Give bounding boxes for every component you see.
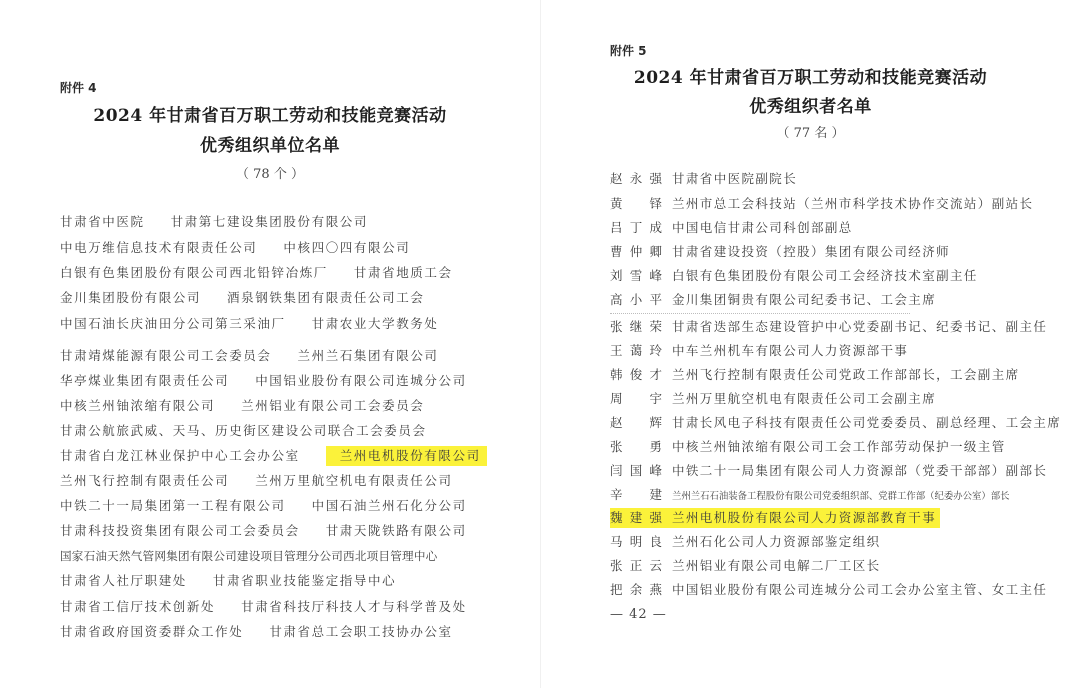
org-list-row bbox=[60, 446, 487, 466]
org-list-row bbox=[60, 521, 467, 541]
org-name: 中铁二十一局集团第一工程有限公司 bbox=[60, 498, 286, 513]
document-title-line2: 优秀组织单位名单 bbox=[200, 136, 340, 156]
person-name: 张继荣 bbox=[610, 319, 662, 334]
org-name: 中国石油长庆油田分公司第三采油厂 bbox=[60, 316, 286, 331]
org-list-row bbox=[60, 622, 453, 642]
person-row bbox=[610, 461, 1047, 481]
org-list-row bbox=[60, 212, 368, 232]
org-list-row bbox=[60, 371, 467, 391]
person-role: 兰州电机股份有限公司人力资源部教育干事 bbox=[672, 510, 937, 525]
org-list-row bbox=[60, 396, 424, 416]
org-list-row bbox=[60, 597, 467, 617]
org-name: 兰州飞行控制有限责任公司 bbox=[60, 473, 230, 488]
person-role: 中铁二十一局集团有限公司人力资源部（党委干部部）副部长 bbox=[672, 463, 1048, 478]
person-name: 吕丁成 bbox=[610, 220, 662, 235]
person-row bbox=[610, 580, 1047, 600]
person-role: 金川集团铜贵有限公司纪委书记、工会主席 bbox=[672, 292, 937, 307]
org-name: 甘肃靖煤能源有限公司工会委员会 bbox=[60, 348, 272, 363]
person-row bbox=[610, 389, 936, 409]
org-list-row bbox=[60, 496, 467, 516]
person-row bbox=[610, 532, 881, 552]
person-row bbox=[610, 242, 950, 262]
document-title-line2: 优秀组织者名单 bbox=[749, 97, 872, 117]
person-name: 王蔼玲 bbox=[610, 343, 662, 358]
org-name: 金川集团股份有限公司 bbox=[60, 290, 202, 305]
person-role: 兰州市总工会科技站（兰州市科学技术协作交流站）副站长 bbox=[672, 196, 1034, 211]
org-name: 中国铝业股份有限公司连城分公司 bbox=[255, 373, 467, 388]
org-name: 中电万维信息技术有限责任公司 bbox=[60, 240, 258, 255]
org-list-row bbox=[60, 346, 439, 366]
document-title-line1: 2024 年甘肃省百万职工劳动和技能竞赛活动 bbox=[633, 68, 988, 88]
person-role: 兰州石化公司人力资源部鉴定组织 bbox=[672, 534, 881, 549]
org-name: 酒泉钢铁集团有限责任公司工会 bbox=[227, 290, 425, 305]
person-role: 甘肃省中医院副院长 bbox=[672, 171, 798, 186]
highlighted-org-name: 兰州电机股份有限公司 bbox=[326, 446, 487, 466]
org-list-row bbox=[60, 546, 437, 566]
attachment-label: 附件 4 bbox=[60, 81, 97, 95]
person-role: 甘肃长风电子科技有限责任公司党委委员、副总经理、工会主席 bbox=[672, 415, 1062, 430]
org-name: 甘肃省政府国资委群众工作处 bbox=[60, 624, 244, 639]
org-name: 甘肃省职业技能鉴定指导中心 bbox=[212, 573, 397, 588]
org-name: 甘肃科技投资集团有限公司工会委员会 bbox=[60, 523, 300, 538]
person-role: 白银有色集团股份有限公司工会经济技术室副主任 bbox=[672, 268, 978, 283]
person-name: 曹仲卿 bbox=[610, 244, 662, 259]
org-name: 兰州兰石集团有限公司 bbox=[297, 348, 439, 363]
person-role: 兰州万里航空机电有限责任公司工会副主席 bbox=[672, 391, 937, 406]
org-name: 华亭煤业集团有限责任公司 bbox=[60, 373, 230, 388]
person-row bbox=[610, 365, 1020, 385]
unit-count: （ 78 个 ） bbox=[236, 167, 304, 182]
org-name: 甘肃省总工会职工技协办公室 bbox=[269, 624, 453, 639]
org-list-row bbox=[60, 238, 410, 258]
person-name: 赵永强 bbox=[610, 171, 662, 186]
person-row bbox=[610, 194, 1033, 214]
org-name: 甘肃省工信厅技术创新处 bbox=[60, 599, 216, 614]
org-name: 甘肃公航旅武威、天马、历史街区建设公司联合工会委员会 bbox=[60, 423, 427, 438]
person-role: 兰州飞行控制有限责任公司党政工作部部长，工会副主席 bbox=[672, 367, 1020, 382]
person-row bbox=[610, 485, 1010, 505]
person-name: 刘雪峰 bbox=[610, 268, 662, 283]
document-title-line1: 2024 年甘肃省百万职工劳动和技能竞赛活动 bbox=[93, 106, 447, 126]
org-list-row bbox=[60, 288, 424, 308]
person-role: 中车兰州机车有限公司人力资源部干事 bbox=[672, 343, 909, 358]
person-row bbox=[610, 290, 936, 310]
org-name: 兰州万里航空机电有限责任公司 bbox=[255, 473, 453, 488]
org-name: 甘肃省人社厅职建处 bbox=[60, 573, 187, 588]
person-role: 兰州铝业有限公司电解二厂工区长 bbox=[672, 558, 881, 573]
person-row bbox=[610, 341, 908, 361]
org-name: 甘肃农业大学教务处 bbox=[311, 316, 439, 331]
person-count: （ 77 名 ） bbox=[776, 126, 845, 141]
person-role: 甘肃省迭部生态建设管护中心党委副书记、纪委书记、副主任 bbox=[672, 319, 1048, 334]
org-name: 中国石油兰州石化分公司 bbox=[311, 498, 467, 513]
person-name: 韩俊才 bbox=[610, 367, 662, 382]
org-name: 甘肃第七建设集团股份有限公司 bbox=[170, 214, 369, 229]
org-name: 甘肃省科技厅科技人才与科学普及处 bbox=[241, 599, 467, 614]
org-name: 甘肃省白龙江林业保护中心工会办公室 bbox=[60, 448, 300, 463]
person-name: 高小平 bbox=[610, 292, 662, 307]
org-list-row bbox=[60, 471, 453, 491]
cropped-row-remnant bbox=[610, 311, 910, 315]
person-role: 甘肃省建设投资（控股）集团有限公司经济师 bbox=[672, 244, 951, 259]
person-name: 张正云 bbox=[610, 558, 662, 573]
org-name: 国家石油天然气管网集团有限公司建设项目管理分公司西北项目管理中心 bbox=[60, 549, 438, 563]
org-list-row bbox=[60, 314, 439, 334]
org-name: 白银有色集团股份有限公司西北铅锌冶炼厂 bbox=[60, 265, 328, 280]
person-name: 魏建强 bbox=[610, 510, 662, 525]
person-name: 周宇 bbox=[610, 391, 662, 406]
person-name: 把余燕 bbox=[610, 582, 662, 597]
person-name: 辛建 bbox=[610, 487, 662, 502]
highlighted-person-row bbox=[610, 508, 940, 528]
person-row bbox=[610, 437, 1006, 457]
person-name: 黄铎 bbox=[610, 196, 662, 211]
org-name: 中核兰州铀浓缩有限公司 bbox=[60, 398, 216, 413]
org-list-row bbox=[60, 421, 427, 441]
person-role: 兰州兰石石油装备工程股份有限公司党委组织部、党群工作部（纪委办公室）部长 bbox=[672, 491, 1010, 502]
org-name: 中核四〇四有限公司 bbox=[283, 240, 411, 255]
person-name: 赵辉 bbox=[610, 415, 662, 430]
org-name: 甘肃天陇铁路有限公司 bbox=[325, 523, 467, 538]
org-list-row bbox=[60, 571, 396, 591]
person-row bbox=[610, 556, 881, 576]
person-row bbox=[610, 317, 1047, 337]
org-name: 甘肃省中医院 bbox=[60, 214, 145, 229]
person-role: 中国电信甘肃公司科创部副总 bbox=[672, 220, 853, 235]
person-role: 中国铝业股份有限公司连城分公司工会办公室主管、女工主任 bbox=[672, 582, 1048, 597]
org-name: 甘肃省地质工会 bbox=[353, 265, 453, 280]
person-row bbox=[610, 413, 1061, 433]
page-number: — 42 — bbox=[610, 607, 667, 622]
person-name: 张勇 bbox=[610, 439, 662, 454]
attachment-label: 附件 5 bbox=[610, 44, 647, 58]
person-role: 中核兰州铀浓缩有限公司工会工作部劳动保护一级主管 bbox=[672, 439, 1006, 454]
person-name: 马明良 bbox=[610, 534, 662, 549]
person-row bbox=[610, 218, 853, 238]
person-row bbox=[610, 169, 797, 189]
org-list-row bbox=[60, 263, 453, 283]
person-name: 闫国峰 bbox=[610, 463, 662, 478]
person-row bbox=[610, 266, 978, 286]
org-name: 兰州铝业有限公司工会委员会 bbox=[241, 398, 425, 413]
